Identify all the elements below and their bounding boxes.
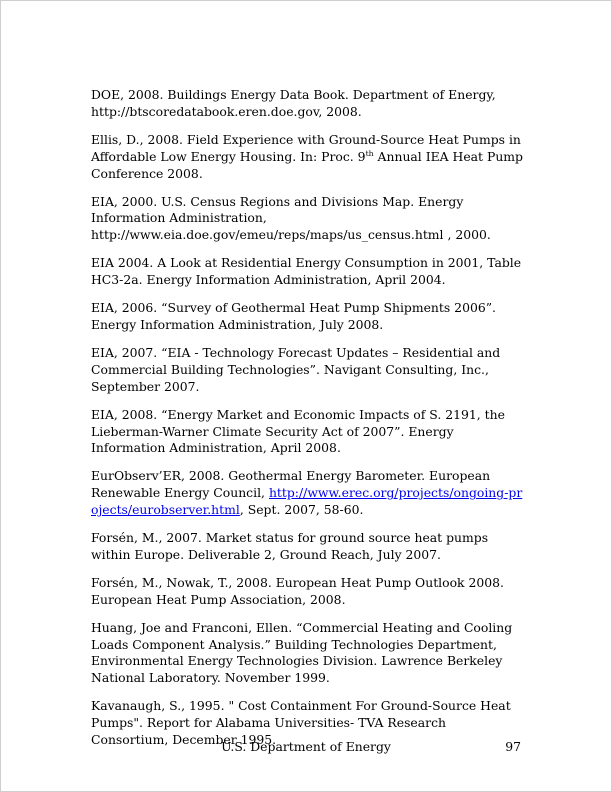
reference-text: , Sept. 2007, 58-60.: [239, 502, 364, 518]
footer-title: U.S. Department of Energy: [221, 739, 391, 754]
reference-text: EIA 2004. A Look at Residential Energy Consumption in 2001, Table HC3-2a. Energy Information Administration, April 2004.: [91, 255, 522, 288]
reference-text: EIA, 2000. U.S. Census Regions and Divisions Map. Energy Information Administration, http://www.eia.doe.gov/emeu/reps/maps/us_census.html , 2000.: [91, 193, 491, 243]
reference-text: EIA, 2007. “EIA - Technology Forecast Updates – Residential and Commercial Building Technologies”. Navigant Consulting, Inc., September 2007.: [91, 344, 501, 394]
reference-text: Ellis, D., 2008. Field Experience with Ground-Source Heat Pumps in Affordable Low Energy Housing. In: Proc. 9: [91, 131, 521, 164]
reference-text: Kavanaugh, S., 1995. " Cost Containment For Ground-Source Heat Pumps". Report for Alabama Universities- TVA Research Consortium, December 1995.: [91, 698, 511, 748]
superscript-ordinal: th: [365, 148, 374, 158]
reference-text: Forsén, M., Nowak, T., 2008. European Heat Pump Outlook 2008. European Heat Pump Association, 2008.: [91, 574, 504, 607]
reference-item: [91, 132, 527, 183]
reference-item: [91, 300, 527, 334]
reference-text: Annual IEA Heat Pump Conference 2008.: [91, 148, 523, 181]
references-list: [91, 87, 527, 760]
reference-text: DOE, 2008. Buildings Energy Data Book. Department of Energy, http://btscoredatabook.eren.doe.gov, 2008.: [91, 87, 496, 119]
reference-text: EIA, 2006. “Survey of Geothermal Heat Pump Shipments 2006”. Energy Information Administration, July 2008.: [91, 300, 496, 332]
reference-text: Forsén, M., 2007. Market status for ground source heat pumps within Europe. Deliverable 2, Ground Reach, July 2007.: [91, 530, 489, 562]
reference-item: [91, 87, 527, 121]
reference-item: [91, 468, 527, 519]
reference-item: [91, 530, 527, 564]
reference-item: [91, 255, 527, 289]
reference-item: [91, 620, 527, 688]
reference-item: [91, 575, 527, 609]
reference-link[interactable]: http://www.erec.org/projects/ongoing-projects/eurobserver.html: [91, 485, 523, 518]
reference-text: EIA, 2008. “Energy Market and Economic Impacts of S. 2191, the Lieberman-Warner Climate Security Act of 2007”. Energy Information Administration, April 2008.: [91, 406, 505, 456]
reference-item: [91, 407, 527, 458]
reference-item: [91, 194, 527, 245]
reference-text: Huang, Joe and Franconi, Ellen. “Commercial Heating and Cooling Loads Component Analysis.” Building Technologies Department, Environmental Energy Technologies Division. Lawrence Berkeley National Laboratory. November 1999.: [91, 619, 513, 686]
reference-item: [91, 345, 527, 396]
reference-text: EurObserv’ER, 2008. Geothermal Energy Barometer. European Renewable Energy Council,: [91, 468, 491, 501]
page-number: 97: [505, 739, 521, 754]
